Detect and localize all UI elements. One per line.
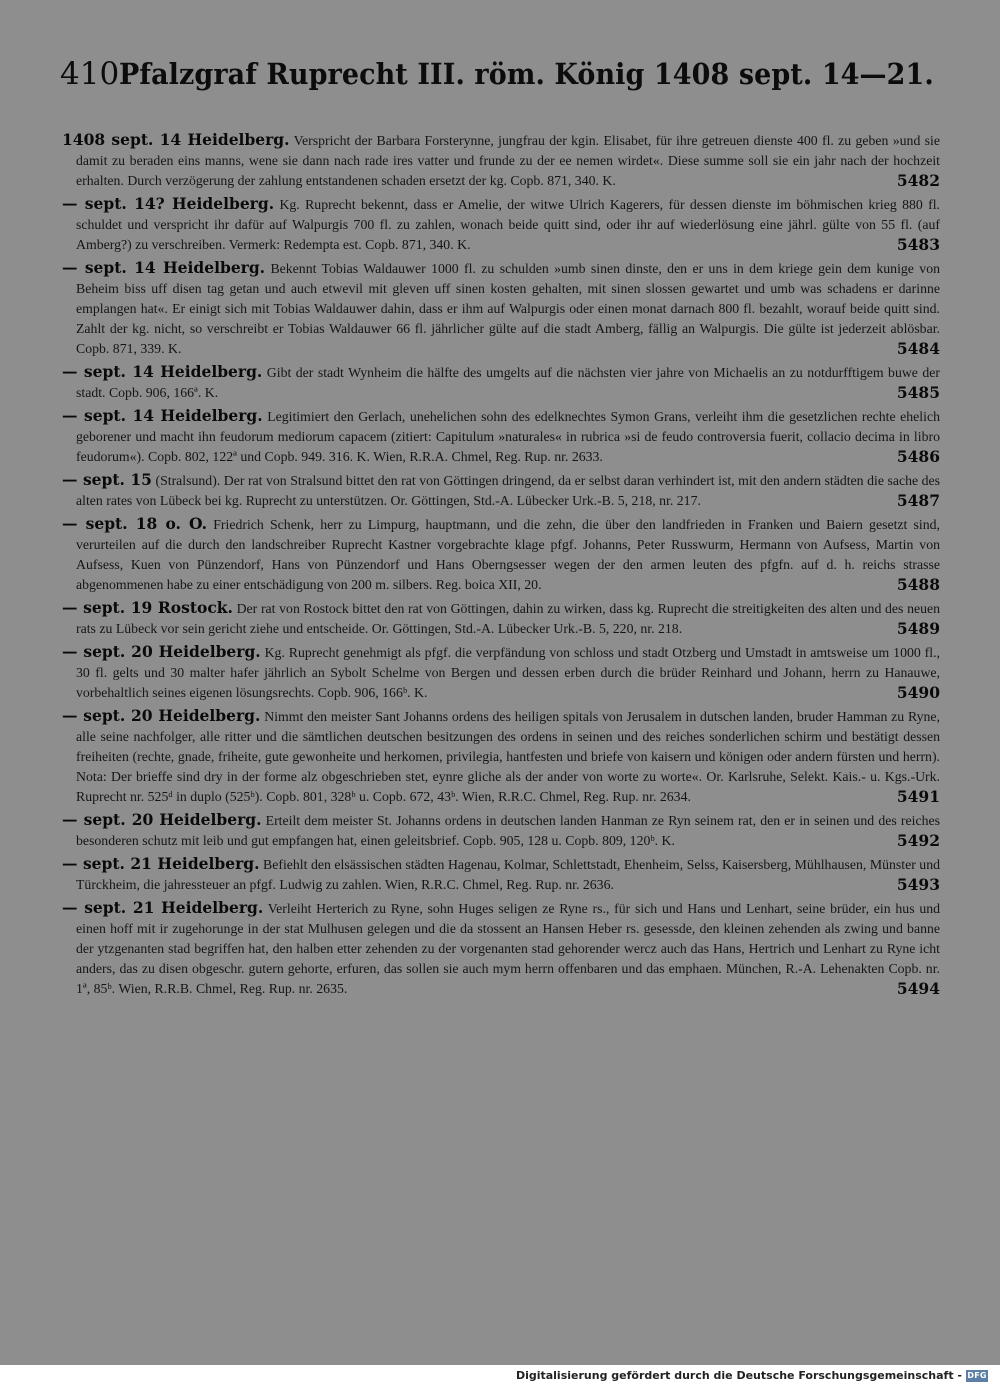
dfg-logo: DFG [967,1371,987,1380]
header-title: Pfalzgraf Ruprecht III. röm. König 1408 sept. 14—21. [119,57,934,91]
entry-text: Der rat von Stralsund bittet den rat von Göttingen dringend, da er selbst daran verhindert ist, mit den andern städten die sache des alten rates von Lübeck bei kg. Ruprecht zu unterstützen. Or. Göttingen, Std.-A. Lübecker Urk.-B. 5, 218, nr. 217. [76,473,940,508]
entry-date-place: — sept. 18 o. O. [62,514,208,533]
entry-number: 5482 [896,171,940,190]
entry-date-place: — sept. 20 Heidelberg. [62,810,262,829]
running-head [60,56,940,100]
regest-entry [62,406,940,467]
entry-date-place: — sept. 15 [62,470,152,489]
entry-text: Kg. Ruprecht genehmigt als pfgf. die verpfändung von schloss und stadt Otzberg und Umstadt in amtsweise um 1000 fl., 30 fl. gelts und 30 malter hafer jährlich an Sybolt Schelme von Bergen und dessen erben durch die brüder Reinhard und Johann, herrn zu Hanauwe, vorbehaltlich seines eigenen lösungsrechts. Copb. 906, 166ᵇ. K. [76,645,940,700]
entry-text: Nimmt den meister Sant Johanns ordens des heiligen spitals von Jerusalem in dutschen landen, bruder Hamman zu Ryne, alle seine nachfolger, alle ritter und die sämtlichen deutschen besitzungen des ordens in seinen und des reiches sonderlichen schirm und bestätigt dessen freiheiten (rechte, gnade, friheite, gute gewonheite und herkomen, privilegia, hantfesten und briefe von kaisern und königen oder andern fürsten und herrn). Nota: Der brieffe sind dry in der forme alz obgeschrieben stet, eynre gliche als der ander von worte zu worte«. Or. Karlsruhe, Selekt. Kais.- u. Kgs.-Urk. Ruprecht nr. 525ᵈ in duplo (525ᵇ). Copb. 801, 328ᵇ u. Copb. 672, 43ᵇ. Wien, R.R.C. Chmel, Reg. Rup. nr. 2634. [76,709,941,804]
entry-text: Legitimiert den Gerlach, unehelichen sohn des edelknechtes Symon Grans, verleiht ihm die gesetzlichen rechte ehelich geborener und macht ihn feudorum mediorum capacem (zitiert: Capitulum »naturales« in rubrica »si de feudo controversia fuerit, collacio decima in libro feudorum«). Copb. 802, 122ª und Copb. 949. 316. K. Wien, R.R.A. Chmel, Reg. Rup. nr. 2633. [76,409,940,464]
footer-credit [516,1366,988,1385]
entry-number: 5489 [896,619,940,638]
entry-date-place: — sept. 21 Heidelberg. [62,898,264,917]
entry-date-place: — sept. 20 Heidelberg. [62,642,261,661]
entry-date-place: — sept. 14 Heidelberg. [62,406,263,425]
entry-text: Bekennt Tobias Waldauwer 1000 fl. zu schulden »umb sinen dinste, den er uns in dem kriege gein dem kunige von Beheim biss uff disen tag getan und auch etwevil mit gleven uff sinen kosten gehalten, mit sinen slossen gewartet und umb was schadens er darinne emplangen hat«. Er einigt sich mit Tobias Waldauwer dahin, dass er ihm auf Walpurgis oder einen monat darnach 800 fl. bezahlt, worauf beide quitt sind. Zahlt der kg. nicht, so verschreibt er Tobias Waldauwer 66 fl. jährlicher gülte auf die stadt Amberg, fällig an Walpurgis. Die gülte ist jederzeit ablösbar. Copb. 871, 339. K. [76,261,940,356]
entry-number: 5486 [896,447,940,466]
regest-entry [62,130,940,191]
entry-number: 5483 [896,235,940,254]
entry-text: Gibt der stadt Wynheim die hälfte des umgelts auf die nächsten vier jahre von Michaelis an zu notdurfftigem buwe der stadt. Copb. 906, 166ª. K. [76,365,940,400]
regest-entry [62,598,940,639]
regest-entry [62,642,940,703]
entry-number: 5485 [896,383,940,402]
entry-date-place: — sept. 20 Heidelberg. [62,706,261,725]
entry-text: Verleiht Herterich zu Ryne, sohn Huges seligen ze Ryne rs., für sich und Hans und Lenhart, seine brüder, ein hus und einen hoff mit ir zugehorunge in der stat Mulhusen gelegen und die da stossent an Hansen Heber rs. gesessde, den kleinen zehenden als zwing und banne der ytzgenanten stad begriffen hat, den halben etter zehenden zu der vorgenanten stad gehorender wercz auch das Hans, Hertrich und Lenhart zu Ryne icht anders, das zu disen obgeschr. gutern gehorte, erfuren, das sollen sie auch mym herrn offenbaren und das emphaen. München, R.-A. Lehenakten Copb. nr. 1ª, 85ᵇ. Wien, R.R.B. Chmel, Reg. Rup. nr. 2635. [76,901,941,996]
entry-place-suffix: (Stralsund). [151,473,221,488]
entry-date-place: — sept. 19 Rostock. [62,598,233,617]
entry-number: 5484 [896,339,940,358]
regest-entry [62,810,940,851]
page-number: 410 [60,56,120,92]
entry-date-place: — sept. 14 Heidelberg. [62,362,263,381]
regest-entry [62,362,940,403]
regest-entry [62,898,940,999]
entry-number: 5494 [896,979,940,998]
entry-number: 5487 [896,491,940,510]
entry-text: Friedrich Schenk, herr zu Limpurg, hauptmann, und die zehn, die über den landfrieden in Franken und Baiern gesetzt sind, verurteilen auf die durch den landschreiber Ruprecht Kastner vorgebrachte klage pfgf. Johanns, Peter Russwurm, Hermann von Aufsess, Martin von Aufsess, Kuen von Pünzendorf, Hans von Pünzendorf und Hans Oberngsesser wegen der den armen leuten des pfgfn. auf d. h. reichs strasse abgenommenen habe zu einer entschädigung von 200 m. silbers. Reg. boica XII, 20. [76,517,940,592]
regest-entry [62,470,940,511]
regest-entries [62,130,940,1002]
entry-date-place: — sept. 21 Heidelberg. [62,854,260,873]
entry-text: Befiehlt den elsässischen städten Hagenau, Kolmar, Schlettstadt, Ehenheim, Selss, Kaisersberg, Mühlhausen, Münster und Türckheim, die jahressteuer an pfgf. Ludwig zu zahlen. Wien, R.R.C. Chmel, Reg. Rup. nr. 2636. [76,857,941,892]
regest-entry [62,514,940,595]
entry-number: 5493 [896,875,940,894]
entry-date-place: — sept. 14? Heidelberg. [62,194,275,213]
entry-number: 5488 [896,575,940,594]
regest-entry [62,706,940,807]
regest-entry [62,194,940,255]
footer-credit-text: Digitalisierung gefördert durch die Deutsche Forschungsgemeinschaft - [515,1369,962,1382]
entry-text: Verspricht der Barbara Forsterynne, jungfrau der kgin. Elisabet, für ihre getreuen dienste 400 fl. zu geben »und sie damit zu beraden eins manns, wene sie dann nach rade ires vatter und frunde zu der ee nemen wirdet«. Diese summe soll sie ein jahr nach der hochzeit erhalten. Durch verzögerung der zahlung entstandenen schaden ersetzt der kg. Copb. 871, 340. K. [76,133,940,188]
entry-number: 5492 [896,831,940,850]
entry-text: Der rat von Rostock bittet den rat von Göttingen, dahin zu wirken, dass kg. Ruprecht die streitigkeiten des alten und des neuen rats zu Lübeck vor sein gericht ziehe und entscheide. Or. Göttingen, Std.-A. Lübecker Urk.-B. 5, 220, nr. 218. [76,601,941,636]
entry-number: 5491 [896,787,940,806]
entry-date-place: 1408 sept. 14 Heidelberg. [62,130,290,149]
entry-text: Erteilt dem meister St. Johanns ordens in deutschen landen Hanman ze Ryn seinem rat, den er in seinen und des reiches besonderen schutz mit leib und gut empfangen hat, einen geleitsbrief. Copb. 905, 128 u. Copb. 809, 120ᵇ. K. [76,813,940,848]
entry-date-place: — sept. 14 Heidelberg. [62,258,266,277]
regest-entry [62,854,940,895]
entry-number: 5490 [896,683,940,702]
regest-entry [62,258,940,359]
entry-text: Kg. Ruprecht bekennt, dass er Amelie, der witwe Ulrich Kagerers, für dessen dienste im böhmischen krieg 880 fl. schuldet und verspricht ihr dafür auf Walpurgis 700 fl. zu zahlen, wonach beide quitt sind, oder ihr auf wiederlösung eine jährl. gülte von 55 fl. (auf Amberg?) zu verschreiben. Vermerk: Redempta est. Copb. 871, 340. K. [76,197,940,252]
